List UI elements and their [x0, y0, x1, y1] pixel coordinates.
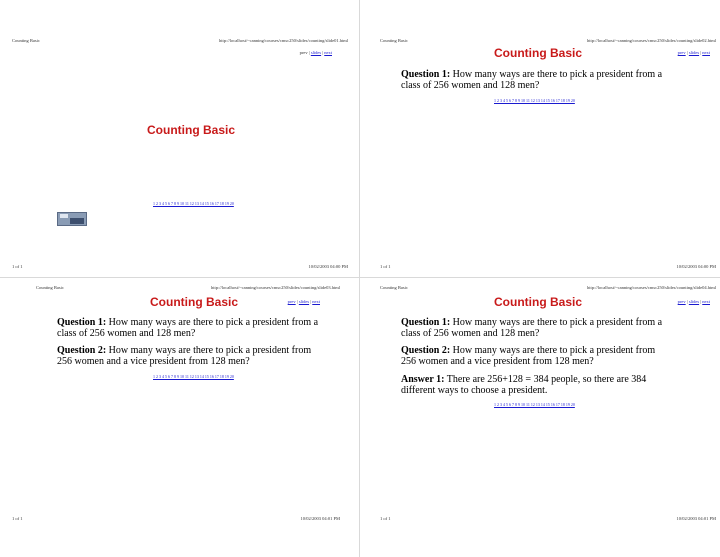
nav-separator: |	[308, 50, 310, 55]
slide-nav	[678, 50, 710, 55]
logo-thumbnail	[57, 212, 87, 226]
nav-prev-link[interactable]: prev	[677, 50, 686, 55]
question-1-label: Question 1:	[401, 69, 451, 80]
page-header-url: http://localhost/~canning/courses/cmsc250/slides/counting/slide01.html	[218, 38, 348, 43]
slide-index-links[interactable]: 1 2 3 4 5 6 7 8 9 10 11 12 13 14 15 16 17 18 19 20	[153, 201, 234, 206]
slide-nav	[288, 299, 320, 304]
nav-separator: |	[700, 299, 702, 304]
page-2	[380, 37, 716, 269]
nav-slides-link[interactable]: slides	[298, 299, 310, 304]
question-1	[401, 317, 666, 339]
answer-1-text: There are 256+128 = 384 people, so there are 384 different ways to choose a president.	[401, 374, 647, 396]
page-footer-date: 10/02/2003 04:01 PM	[300, 516, 340, 521]
page-header-url: http://localhost/~canning/courses/cmsc250/slides/counting/slide03.html	[210, 285, 340, 290]
nav-slides-link[interactable]: slides	[688, 299, 700, 304]
question-1	[57, 317, 322, 339]
page-header-url: http://localhost/~canning/courses/cmsc250/slides/counting/slide04.html	[586, 285, 716, 290]
slide-title: Counting Basic	[147, 123, 236, 137]
slide-nav	[678, 299, 710, 304]
page-3	[12, 285, 340, 521]
slide-index-links[interactable]: 1 2 3 4 5 6 7 8 9 10 11 12 13 14 15 16 17 18 19 20	[494, 98, 575, 103]
page-footer-date: 10/02/2003 04:01 PM	[676, 516, 716, 521]
page-footer-count: 1 of 1	[380, 264, 391, 269]
nav-separator: |	[700, 50, 702, 55]
page-footer-date: 10/02/2003 04:00 PM	[308, 264, 348, 269]
nav-prev-link[interactable]: prev	[287, 299, 296, 304]
page-footer-count: 1 of 1	[12, 516, 23, 521]
horizontal-divider	[0, 277, 720, 278]
page-1	[12, 37, 348, 269]
answer-1-label: Answer 1:	[401, 374, 445, 385]
slide-title: Counting Basic	[150, 295, 239, 309]
question-1-text: How many ways are there to pick a president from a class of 256 women and 128 men?	[401, 317, 663, 339]
answer-1	[401, 374, 661, 396]
nav-next-link[interactable]: next	[702, 50, 710, 55]
nav-separator: |	[322, 50, 324, 55]
nav-separator: |	[296, 299, 298, 304]
nav-slides-link[interactable]: slides	[310, 50, 322, 55]
page-footer-count: 1 of 1	[12, 264, 23, 269]
slide-index-links[interactable]: 1 2 3 4 5 6 7 8 9 10 11 12 13 14 15 16 17 18 19 20	[494, 402, 575, 407]
nav-separator: |	[686, 299, 688, 304]
slide-nav	[300, 50, 332, 55]
slide-title: Counting Basic	[494, 295, 583, 309]
question-2-label: Question 2:	[57, 345, 107, 356]
nav-slides-link[interactable]: slides	[688, 50, 700, 55]
nav-next-link[interactable]: next	[324, 50, 332, 55]
page-header-url: http://localhost/~canning/courses/cmsc250/slides/counting/slide02.html	[586, 38, 716, 43]
page-footer-count: 1 of 1	[380, 516, 391, 521]
page-4	[380, 285, 716, 521]
page-header-title: Counting Basic	[380, 285, 408, 290]
question-1-label: Question 1:	[401, 317, 451, 328]
page-header-title: Counting Basic	[380, 38, 408, 43]
nav-next-link[interactable]: next	[312, 299, 320, 304]
page-header-title: Counting Basic	[12, 38, 40, 43]
question-2-text: How many ways are there to pick a president from 256 women and a vice president from 128 men?	[401, 345, 656, 367]
nav-separator: |	[686, 50, 688, 55]
nav-prev-link[interactable]: prev	[299, 50, 308, 55]
question-2-text: How many ways are there to pick a president from 256 women and a vice president from 128 men?	[57, 345, 312, 367]
question-1-text: How many ways are there to pick a president from a class of 256 women and 128 men?	[401, 69, 663, 91]
nav-prev-link[interactable]: prev	[677, 299, 686, 304]
slide-index-links[interactable]: 1 2 3 4 5 6 7 8 9 10 11 12 13 14 15 16 17 18 19 20	[153, 374, 234, 379]
slide-title: Counting Basic	[494, 46, 583, 60]
question-2-label: Question 2:	[401, 345, 451, 356]
question-2	[401, 345, 669, 367]
page-header-title: Counting Basic	[36, 285, 64, 290]
vertical-divider	[359, 0, 360, 557]
page-footer-date: 10/02/2003 04:00 PM	[676, 264, 716, 269]
nav-next-link[interactable]: next	[702, 299, 710, 304]
question-1-label: Question 1:	[57, 317, 107, 328]
question-1-text: How many ways are there to pick a president from a class of 256 women and 128 men?	[57, 317, 319, 339]
question-1	[401, 69, 666, 91]
question-2	[57, 345, 325, 367]
nav-separator: |	[310, 299, 312, 304]
